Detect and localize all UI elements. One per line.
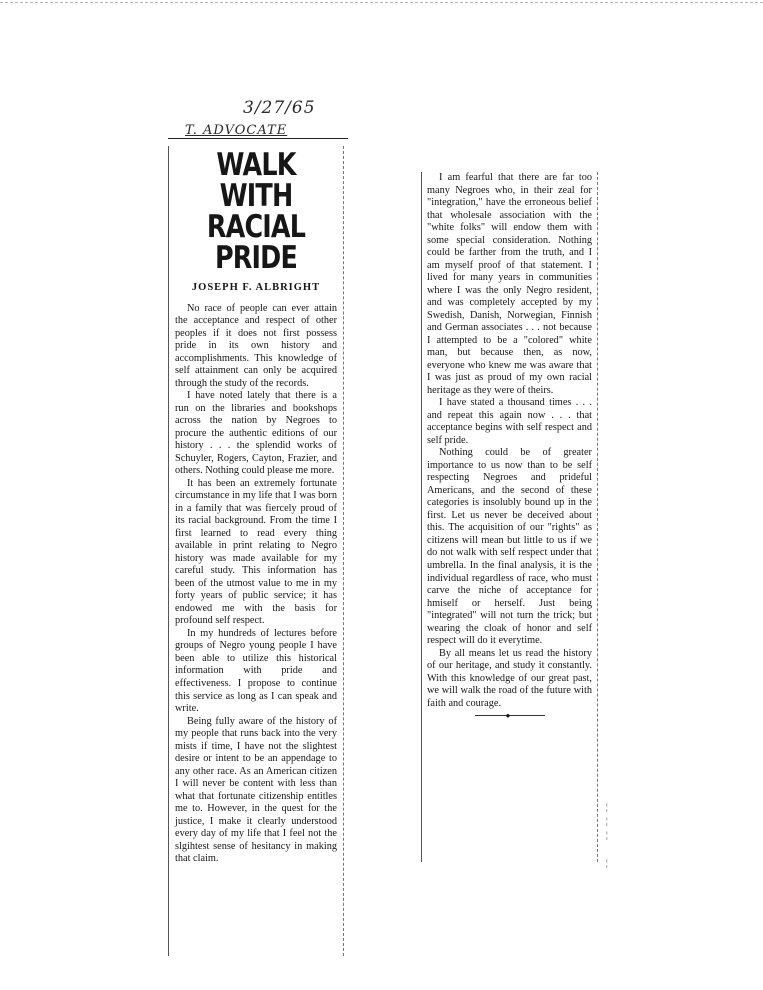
- end-divider: [475, 711, 545, 721]
- handwritten-date: 3/27/65: [243, 98, 316, 118]
- paragraph: I have stated a thousand times . . . and repeat this again now . . . that acceptance begins with self respect and self pride.: [427, 397, 592, 446]
- article-byline: JOSEPH F. ALBRIGHT: [191, 282, 321, 293]
- source-underline: [168, 138, 348, 139]
- paragraph: No race of people can ever attain the acceptance and respect of other peoples if it does not first possess pride in its own history and accomplishments. This knowledge of self attainment can only be acquired through the study of the records.: [175, 302, 337, 389]
- scan-top-edge: [0, 2, 763, 3]
- divider-ornament: ●: [505, 711, 511, 721]
- paragraph: By all means let us read the history of our heritage, and study it constantly. With this knowledge of our great past, we will walk the road of the future with faith and courage.: [427, 647, 592, 709]
- handwritten-source: T. ADVOCATE: [185, 123, 288, 138]
- paragraph: Being fully aware of the history of my people that runs back into the very mists if time, I have not the slightest desire or intent to be an appendage to any other race. As an American citizen I will never be content with less than what that fortunate citizenship entitles me to. However, in the quest for the justice, I make it clearly understood every day of my life that I feel not the slgihtest sense of hesitancy in making that claim.: [175, 715, 337, 865]
- paragraph: Nothing could be of greater importance to us now than to be self respecting Negroes and prideful Americans, and the second of these categories is insolubly bound up in the first. Let us never be deceived about this. The acquisition of our "rights" as citizens will mean but little to us if we do not walk with self respect under that umbrella. In the final analysis, it is the individual regardless of race, who must carve the niche of acceptance for hmiself or herself. Just being "integrated" will not turn the trick; but wearing the cloak of honor and self respect will do it everytime.: [427, 447, 592, 647]
- article-column-2: [421, 172, 598, 862]
- paragraph: I have noted lately that there is a run on the libraries and bookshops across the nation by Negroes to procure the authentic editions of our history . . . the splendid works of Schuyler, Rogers, Cayton, Frazier, and others. Nothing could please me more.: [175, 390, 337, 477]
- margin-marks: ¦ ¦ ¦ ¦: [606, 802, 608, 868]
- article-headline: WALK WITH RACIAL PRIDE: [206, 147, 306, 276]
- article-column-1: [168, 146, 344, 956]
- paragraph: It has been an extremely fortunate circumstance in my life that I was born in a family that was fiercely proud of its racial background. From the time I first learned to read every thing available in print relating to Negro history was made available for my careful study. This information has been of the utmost value to me in my forty years of public service; it has endowed me with the basis for profound self respect.: [175, 477, 337, 627]
- paragraph: I am fearful that there are far too many Negroes who, in their zeal for "integration," have the erroneous belief that wholesale association with the "white folks" will endow them with some special consideration. Nothing could be farther from the truth, and I am myself proof of that statement. I lived for many years in communities where I was the only Negro resident, and was completely accepted by my Swedish, Danish, Norwegian, Finnish and German associates . . . not because I attempted to be a "colored" white man, but because then, as now, everyone who knew me was aware that I was just as proud of my own racial heritage as they were of theirs.: [427, 172, 592, 396]
- paragraph: In my hundreds of lectures before groups of Negro young people I have been able to utilize this historical information with pride and effectiveness. I propose to continue this service as long as I can speak and write.: [175, 627, 337, 715]
